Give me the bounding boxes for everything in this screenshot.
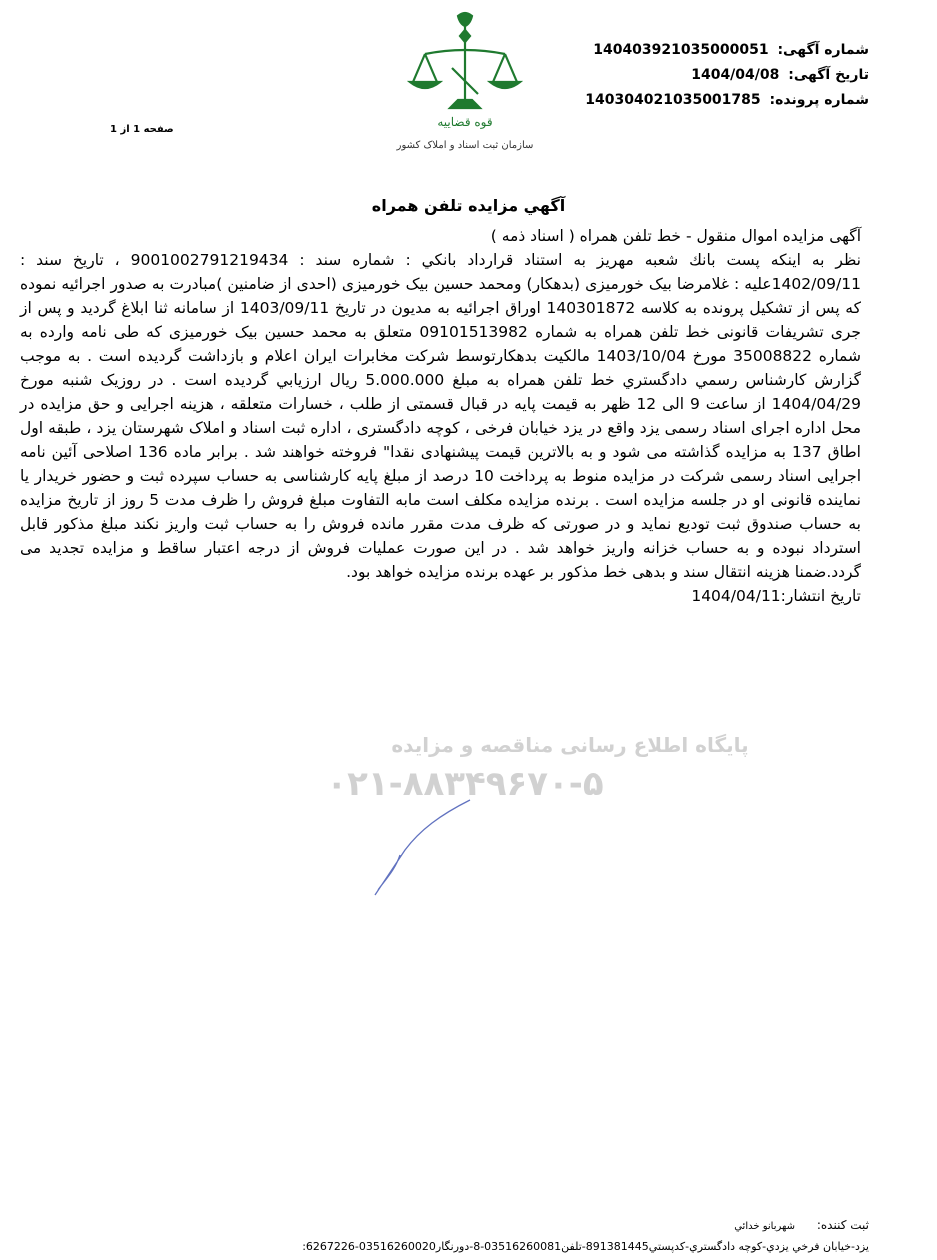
publish-date: تاریخ انتشار:1404/04/11 [691, 587, 861, 605]
notice-meta [585, 38, 869, 113]
emblem-line2: سازمان ثبت اسناد و املاک کشور [396, 140, 534, 151]
watermark-line2: ۰۲۱-۸۸۳۴۹۶۷۰-۵ [326, 764, 604, 804]
notice-number-row [585, 38, 869, 63]
notice-paragraph: نظر به اینکه پست بانك شعبه مهریز به استناد قرارداد بانکي : شماره سند : 9001002791219434 ، تاریخ سند : 1402/09/11علیه : غلامرضا بیک خورمیزی (بدهکار) ومحمد حسین بیک خورمیزی (احدی از ضامنین )مبادرت به صدور اجرائیه نموده که پس از تشکیل پرونده به کلاسه 140301872 اوراق اجرائیه به مدیون در تاریخ 1403/09/11 از سامانه ثنا ابلاغ گردید و پس از جری تشریفات قانونی خط تلفن همراه به شماره 09101513982 متعلق به محمد حسین بیک خورمیزی که طی نامه وارده به شماره 35008822 مورخ 1403/10/04 مالکیت بدهکارتوسط شرکت مخابرات ایران اعلام و بازداشت گردیده است . به موجب گزارش کارشناس رسمي دادگستري خط تلفن همراه به مبلغ 5.000.000 ريال ارزيابي گرديده است . در روزیک شنبه مورخ 1404/04/29 از ساعت 9 الی 12 ظهر به قیمت پایه در قبال قسمتی از طلب ، خسارات متعلقه ، هزینه اجرایی و حق مزایده در محل اداره اجرای اسناد رسمی یزد واقع در یزد خیابان فرخی ، کوچه دادگستری ، اداره ثبت اسناد و املاک شهرستان یزد ، طبقه اول اطاق 137 به مزایده گذاشته می شود و به بالاترین قیمت پیشنهادی نقدا" فروخته خواهند شد . برابر ماده 136 اصلاحی آئین نامه اجرایی اسناد رسمی شرکت در مزایده منوط به پرداخت 10 درصد از مبلغ پایه کارشناسی به حساب سپرده ثبت و حضور خریدار یا نماینده قانونی او در جلسه مزایده است . برنده مزایده مکلف است مابه التفاوت مبلغ فروش را ظرف مدت 5 روز از تاریخ مزایده به حساب صندوق ثبت تودیع نماید و در صورتی که ظرف مدت مقرر مانده فروش را به حساب ثبت واریز نکند مبلغ مذکور قابل استرداد نبوده و به حساب خزانه واریز خواهد شد . در این صورت عملیات فروش از درجه اعتبار ساقط و مزایده تجدید می گردد.ضمنا هزینه انتقال سند و بدهی خط مذکور بر عهده برنده مزایده خواهد بود. [20, 251, 862, 581]
notice-subtitle: آگهی مزایده اموال منقول - خط تلفن همراه ( اسناد ذمه ) [490, 227, 861, 245]
watermark-line1: پایگاه اطلاع رسانی مناقصه و مزایده [391, 733, 749, 757]
file-number-label: شماره پرونده: [769, 92, 869, 108]
registrar-label: ثبت کننده: [816, 1218, 869, 1232]
file-number: 14030402103500178​5 [585, 92, 761, 108]
footer-address: یزد-خیابان فرخي يزدي-کوچه دادگستري-کدپستي891381445-تلفن03516260081-8-دورنگار03516260020-6267226: [302, 1240, 869, 1253]
judiciary-emblem-icon [380, 8, 550, 158]
registrar-name: شهربانو خدائي [734, 1221, 796, 1232]
signature-mark [375, 800, 470, 895]
notice-body [20, 224, 861, 608]
footer-registrar [734, 1218, 869, 1232]
notice-date-label: تاریخ آگهی: [788, 67, 869, 83]
page-number: صفحه 1 از 1 [110, 124, 174, 135]
notice-number: 14040392103500005​1 [593, 42, 769, 58]
notice-title: آگهي مزايده تلفن همراه [371, 196, 566, 215]
emblem-line1: قوه قضاییه [437, 115, 493, 129]
notice-number-label: شماره آگهی: [777, 42, 869, 58]
notice-date: 1404/04/08 [691, 67, 780, 83]
notice-date-row [585, 63, 869, 88]
file-number-row [585, 88, 869, 113]
